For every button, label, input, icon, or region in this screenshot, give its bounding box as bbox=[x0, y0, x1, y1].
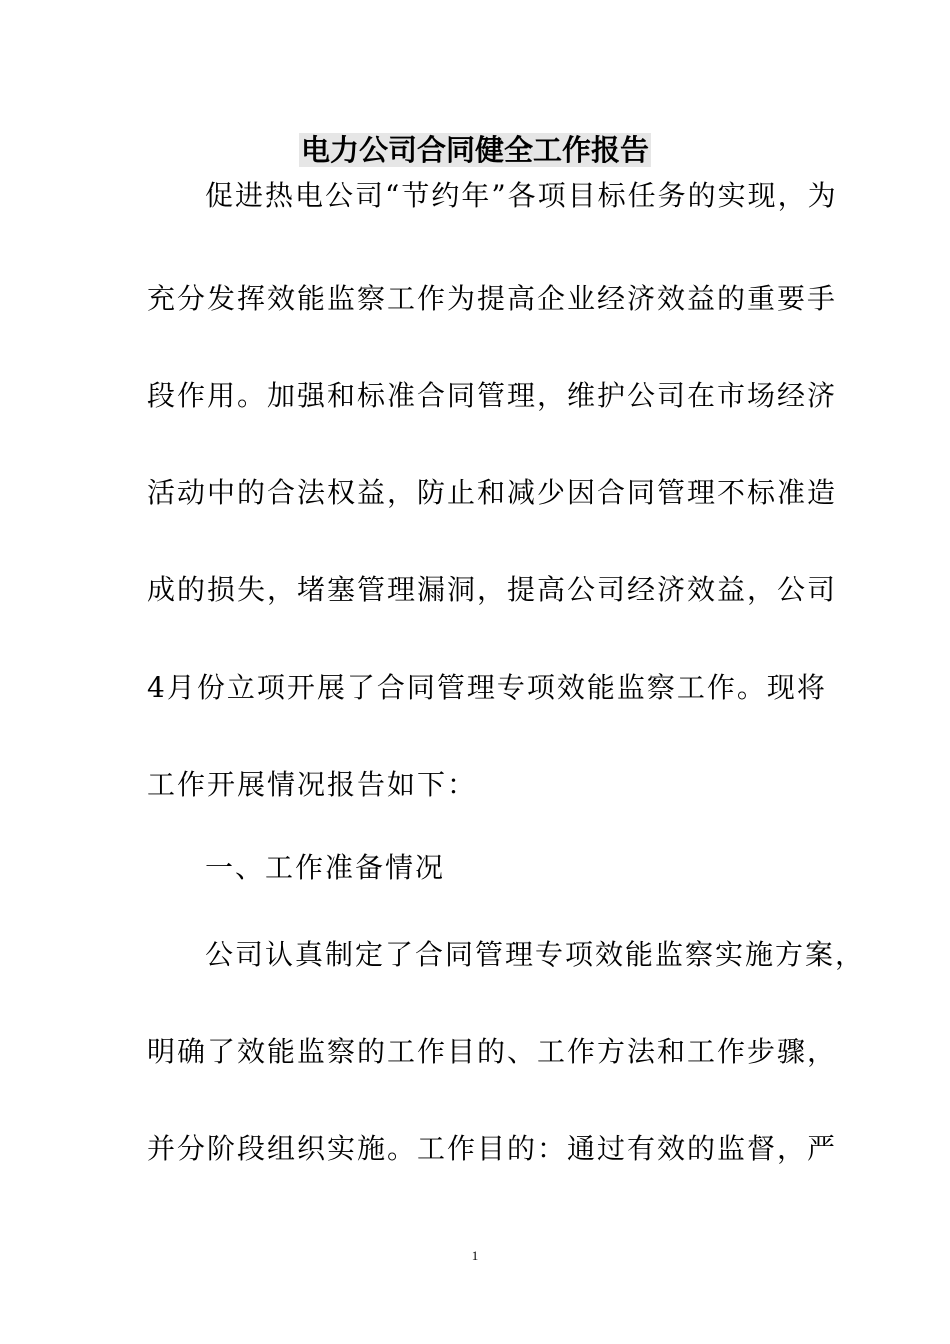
paragraph-line-2: 充分发挥效能监察工作为提高企业经济效益的重要手 bbox=[147, 282, 838, 315]
document-title bbox=[0, 130, 950, 170]
page-number: 1 bbox=[471, 1248, 479, 1263]
paragraph-line-5: 成的损失，堵塞管理漏洞，提高公司经济效益，公司 bbox=[147, 573, 838, 606]
paragraph-line-7: 工作开展情况报告如下： bbox=[147, 768, 478, 801]
paragraph-line-9: 明确了效能监察的工作目的、工作方法和工作步骤， bbox=[147, 1035, 838, 1068]
paragraph-line-6: 4月份立项开展了合同管理专项效能监察工作。现将 bbox=[147, 671, 827, 704]
document-title-text: 电力公司合同健全工作报告 bbox=[300, 133, 649, 167]
section-heading: 一、工作准备情况 bbox=[205, 851, 446, 884]
paragraph-line-8: 公司认真制定了合同管理专项效能监察实施方案， bbox=[205, 938, 866, 971]
paragraph-line-4: 活动中的合法权益，防止和减少因合同管理不标准造 bbox=[147, 476, 838, 509]
paragraph-line-1: 促进热电公司“节约年”各项目标任务的实现，为 bbox=[205, 179, 838, 212]
paragraph-line-10: 并分阶段组织实施。工作目的：通过有效的监督，严 bbox=[147, 1132, 838, 1165]
paragraph-line-3: 段作用。加强和标准合同管理，维护公司在市场经济 bbox=[147, 379, 838, 412]
